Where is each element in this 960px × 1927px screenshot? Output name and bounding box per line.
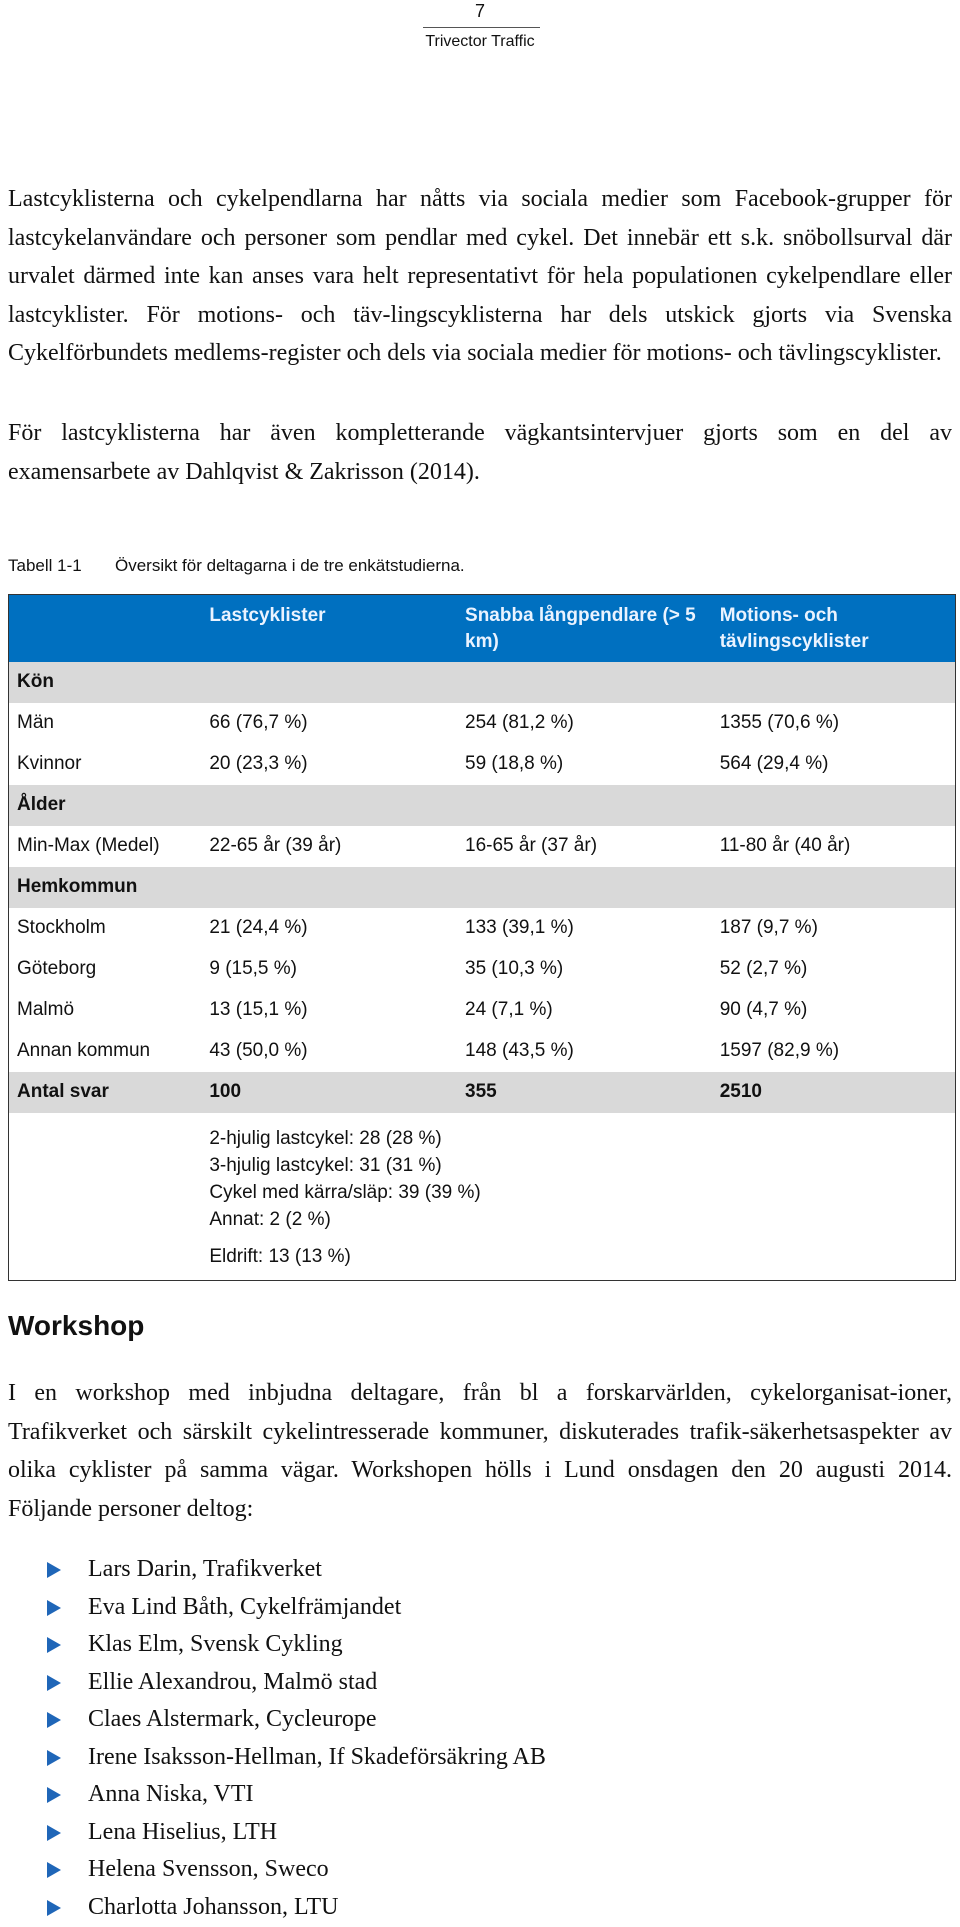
table-cell: 133 (39,1 %) [465,917,574,938]
participant-name: Helena Svensson, Sweco [88,1856,329,1882]
row-label: Stockholm [17,917,106,938]
bike-type-notes-row [9,1113,956,1281]
total-cell: 100 [209,1081,242,1102]
bike-type-notes [201,1113,955,1281]
note-line: 3-hjulig lastcykel: 31 (31 %) [209,1154,442,1176]
total-label: Antal svar [17,1081,109,1102]
column-header-motionscyklister: Motions- och tävlingscyklister [719,605,869,652]
note-line: Cykel med kärra/släp: 39 (39 %) [209,1181,481,1203]
workshop-paragraph: I en workshop med inbjudna deltagare, från bl a forskarvärlden, cykelorganisat-ioner, Trafikverket och särskilt cykelintresserade kommuner, diskuterades trafik-säkerhetsaspekter av olika cyklister på samma vägar. Workshopen hölls i Lund onsdagen den 20 augusti 2014. Följande personer deltog: [8,1380,952,1522]
table-row [9,990,956,1031]
table-row [9,949,956,990]
section-label: Ålder [17,794,66,815]
triangle-bullet-icon [47,1712,61,1728]
participant-name: Lena Hiselius, LTH [88,1818,278,1845]
triangle-bullet-icon [47,1637,61,1653]
total-cell: 355 [465,1081,497,1102]
list-item [0,1664,546,1702]
table-cell: 59 (18,8 %) [465,753,564,774]
table-caption-number: Tabell 1-1 [8,556,82,575]
row-label: Malmö [17,999,75,1020]
section-row-kon [9,662,956,703]
participant-name: Klas Elm, Svensk Cykling [88,1631,343,1657]
total-row [9,1072,956,1113]
participant-name: Ellie Alexandrou, Malmö stad [88,1668,378,1695]
column-header-lastcyklister: Lastcyklister [209,605,326,626]
list-item [0,1551,546,1589]
table-row [9,703,956,744]
column-header-empty [9,595,202,662]
table-row [9,826,956,867]
table-cell: 21 (24,4 %) [209,917,308,938]
table-cell: 1597 (82,9 %) [719,1040,840,1061]
triangle-bullet-icon [47,1825,61,1841]
list-item [0,1626,546,1664]
participant-list [0,1551,546,1926]
row-label: Kvinnor [17,753,82,774]
row-label: Min-Max (Medel) [17,835,160,856]
table-caption [8,556,465,576]
list-item [0,1739,546,1777]
list-item [0,1851,546,1889]
section-label: Hemkommun [17,876,138,897]
table-cell: 66 (76,7 %) [209,712,308,733]
table-cell: 16-65 år (37 år) [465,835,598,856]
participant-name: Irene Isaksson-Hellman, If Skadeförsäkring AB [88,1743,546,1770]
note-line: Eldrift: 13 (13 %) [209,1245,351,1267]
triangle-bullet-icon [47,1787,61,1803]
list-item [0,1814,546,1852]
intro-paragraph-1: Lastcyklisterna och cykelpendlarna har nåtts via sociala medier som Facebook-grupper för lastcykelanvändare och personer som pendlar med cykel. Det innebär ett s.k. snöbollsurval där urvalet därmed inte kan anses vara helt representativt för hela populationen cykelpendlare eller lastcyklister. För motions- och täv-lingscyklisterna har dels utskick gjorts via Svenska Cykelförbundets medlems-register och dels via sociala medier för motions- och tävlingscyklister. [8,186,952,366]
table-cell: 35 (10,3 %) [465,958,564,979]
triangle-bullet-icon [47,1750,61,1766]
table-cell: 9 (15,5 %) [209,958,297,979]
section-row-hemkommun [9,867,956,908]
row-label: Annan kommun [17,1040,151,1061]
table-cell: 148 (43,5 %) [465,1040,574,1061]
table-row [9,744,956,785]
note-line: Annat: 2 (2 %) [209,1208,331,1230]
triangle-bullet-icon [47,1900,61,1916]
page-number: 7 [474,1,485,21]
section-row-alder [9,785,956,826]
table-cell: 52 (2,7 %) [719,958,808,979]
table-cell: 22-65 år (39 år) [209,835,342,856]
triangle-bullet-icon [47,1862,61,1878]
participant-name: Anna Niska, VTI [88,1781,254,1807]
row-label: Göteborg [17,958,97,979]
participant-name: Eva Lind Båth, Cykelfrämjandet [88,1593,402,1620]
table-cell: 90 (4,7 %) [719,999,808,1020]
table-cell: 1355 (70,6 %) [719,712,840,733]
participant-name: Lars Darin, Trafikverket [88,1556,322,1582]
section-label: Kön [17,671,54,692]
table-caption-text: Översikt för deltagarna i de tre enkätstudierna. [115,556,465,575]
list-item [0,1889,546,1927]
total-cell: 2510 [719,1081,762,1102]
workshop-heading: Workshop [8,1310,145,1341]
list-item [0,1701,546,1739]
table-row [9,908,956,949]
table-cell: 13 (15,1 %) [209,999,308,1020]
intro-paragraph-2: För lastcyklisterna har även kompletterande vägkantsintervjuer gjorts som en del av examensarbete av Dahlqvist & Zakrisson (2014). [8,420,952,485]
list-item [0,1776,546,1814]
participant-name: Charlotta Johansson, LTU [88,1893,339,1920]
company-name: Trivector Traffic [425,33,535,50]
triangle-bullet-icon [47,1562,61,1578]
table-cell: 564 (29,4 %) [719,753,829,774]
table-cell: 20 (23,3 %) [209,753,308,774]
column-header-snabba-langpendlare: Snabba långpendlare (> 5 km) [465,605,696,652]
table-cell: 43 (50,0 %) [209,1040,308,1061]
triangle-bullet-icon [47,1600,61,1616]
table-cell: 11-80 år (40 år) [719,835,851,856]
table-cell: 254 (81,2 %) [465,712,574,733]
table-header-row [9,595,956,662]
participants-overview-table [8,594,956,1281]
triangle-bullet-icon [47,1675,61,1691]
participant-name: Claes Alstermark, Cycleurope [88,1706,377,1732]
row-label: Män [17,712,54,733]
note-line: 2-hjulig lastcykel: 28 (28 %) [209,1127,442,1149]
table-cell: 24 (7,1 %) [465,999,553,1020]
table-row [9,1031,956,1072]
list-item [0,1589,546,1627]
header-divider [423,27,540,28]
table-cell: 187 (9,7 %) [719,917,818,938]
